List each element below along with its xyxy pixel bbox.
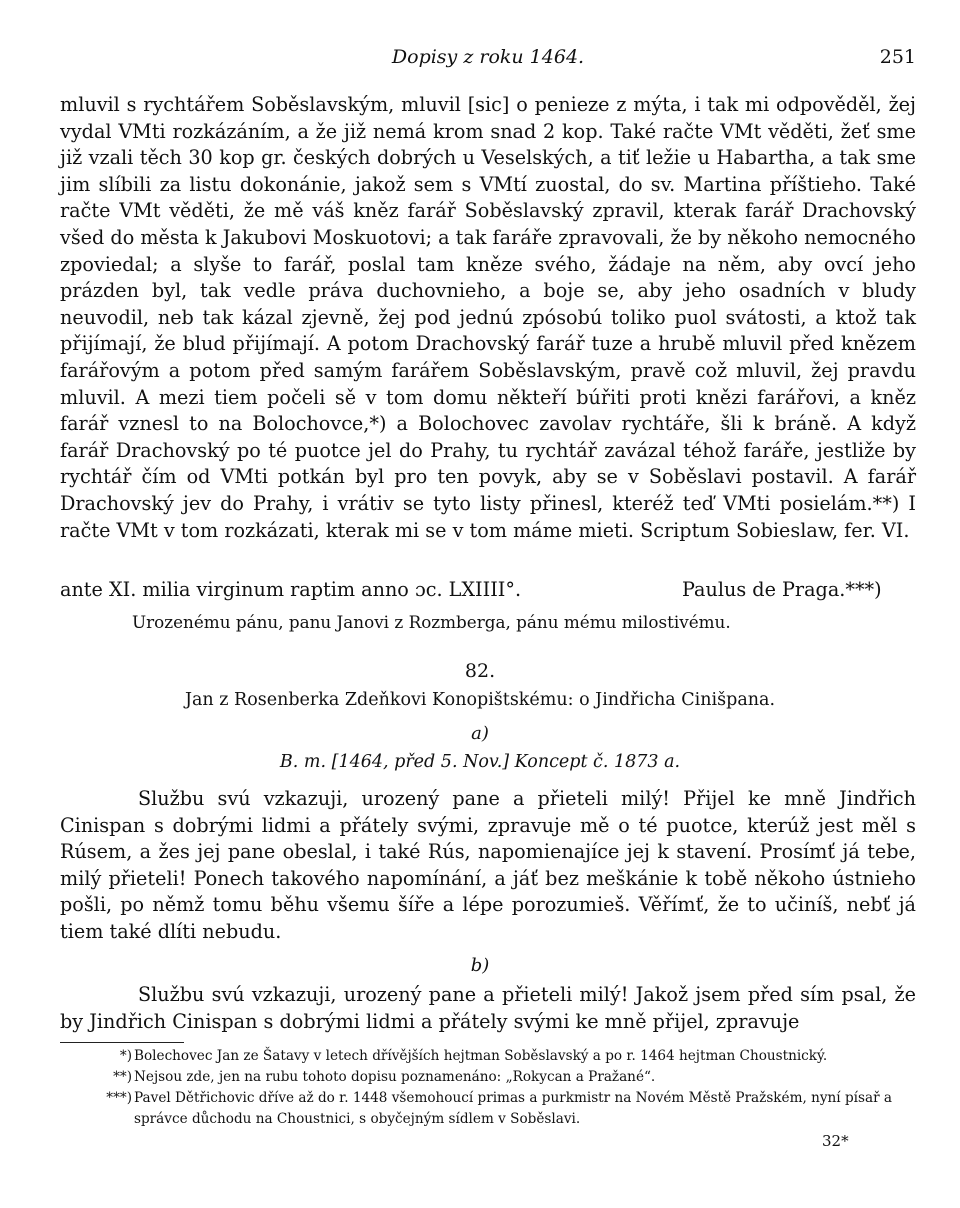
document-number: 82. (464, 660, 496, 682)
letter-body (60, 92, 916, 544)
part-b-label: b) (470, 955, 490, 976)
footnote (100, 1067, 920, 1088)
dating-clause: ante XI. milia virginum raptim anno ɔc. LXIIII°. (60, 578, 522, 601)
printer-signature-mark: 32* (822, 1132, 849, 1150)
part-a-body (60, 786, 916, 946)
footnote-mark: **) (113, 1069, 132, 1085)
part-b-paragraph: Službu svú vzkazuji, urozený pane a přieteli milý! Jakož jsem před sím psal, že by Jindřich Cinispan s dobrými lidmi a přátely svými ke mně přijel, zpravuje (60, 983, 916, 1033)
part-a-paragraph: Službu svú vzkazuji, urozený pane a přieteli milý! Přijel ke mně Jindřich Cinispan s dobrými lidmi a přátely svými, zpravuje mě o té puotce, kterúž jest měl s Rúsem, a žes jej pane obeslal, i také Rús, napomienajíce jej k stavení. Prosímť já tebe, milý přieteli! Ponech takového napomínání, a jáť bez meškánie k tobě někoho ústnieho pošli, po němž tomu běhu všemu šíře a lépe porozumieš. Věřímť, že to učiníš, nebť já tiem také dlíti nebudu. (60, 787, 916, 943)
document-title: Jan z Rosenberka Zdeňkovi Konopištskému: o Jindřicha Cinišpana. (184, 690, 776, 710)
footnote-text: Bolechovec Jan ze Šatavy v letech dřívějších hejtman Soběslavský a po r. 1464 hejtman Choustnický. (134, 1048, 828, 1064)
footnote-mark: *) (119, 1048, 132, 1064)
footnote (100, 1088, 920, 1130)
part-b-body (60, 982, 916, 1035)
letter-address: Urozenému pánu, panu Janovi z Rozmberga, pánu mému milostivému. (132, 612, 731, 632)
footnote-rule (60, 1042, 184, 1043)
page-number: 251 (879, 46, 916, 68)
footnote (100, 1046, 920, 1067)
part-a-label: a) (471, 723, 489, 744)
footnotes (100, 1046, 920, 1130)
running-title: Dopisy z roku 1464. (391, 46, 585, 68)
footnote-text: Pavel Dětřichovic dříve až do r. 1448 všemohoucí primas a purkmistr na Novém Městě Pražském, nyní písař a správce důchodu na Choustnici, s obyčejným sídlem v Soběslavi. (134, 1090, 893, 1127)
letter-paragraph: mluvil s rychtářem Soběslavským, mluvil [sic] o penieze z mýta, i tak mi odpověděl, žej vydal VMti rozkázáním, a že již nemá krom snad 2 kop. Také račte VMt věděti, žeť sme již vzali těch 30 kop gr. českých dobrých u Veselských, a tiť ležie u Habartha, a tak sme jim slíbili za listu dokonánie, jakož sem s VMtí zuostal, do sv. Martina příštieho. Také račte VMt věděti, že mě váš kněz farář Soběslavský zpravil, kterak farář Drachovský všed do města k Jakubovi Moskuotovi; a tak faráře zpravovali, že by někoho nemocného zpoviedal; a slyše to farář, poslal tam kněze svého, žádaje na něm, aby ovcí jeho prázden byl, tak vedle práva duchovnieho, a boje se, aby jeho osadních v bludy neuvodil, neb tak kázal zjevně, žej pod jednú zpósobú toliko puol svátosti, a ktož tak přijímají, že blud přijímají. A potom Drachovský farář tuze a hrubě mluvil před knězem farářovým a potom před samým farářem Soběslavským, pravě což mluvil, žej pravdu mluvil. A mezi tiem počeli sě v tom domu někteří búřiti proti knězi farářovi, a kněz farář vznesl to na Bolochovce,*) a Bolochovec zavolav rychtáře, šli k bráně. A když farář Drachovský po té puotce jel do Prahy, tu rychtář zavázal téhož faráře, jestliže by rychtář čím od VMti potkán byl pro ten povyk, aby se v Soběslavi postavil. A farář Drachovský jev do Prahy, i vrátiv se tyto listy přinesl, kteréž teď VMti posielám.**) I račte VMt v tom rozkázati, kterak mi se v tom máme mieti. Scriptum Sobieslaw, fer. VI. (60, 93, 916, 542)
letter-closing (60, 578, 916, 605)
page-header (60, 42, 916, 72)
footnote-text: Nejsou zde, jen na rubu tohoto dopisu poznamenáno: „Rokycan a Pražané“. (134, 1069, 656, 1085)
source-note: B. m. [1464, před 5. Nov.] Koncept č. 1873 a. (279, 752, 681, 772)
sender-signature: Paulus de Praga.***) (682, 578, 882, 601)
footnote-mark: ***) (106, 1090, 132, 1106)
